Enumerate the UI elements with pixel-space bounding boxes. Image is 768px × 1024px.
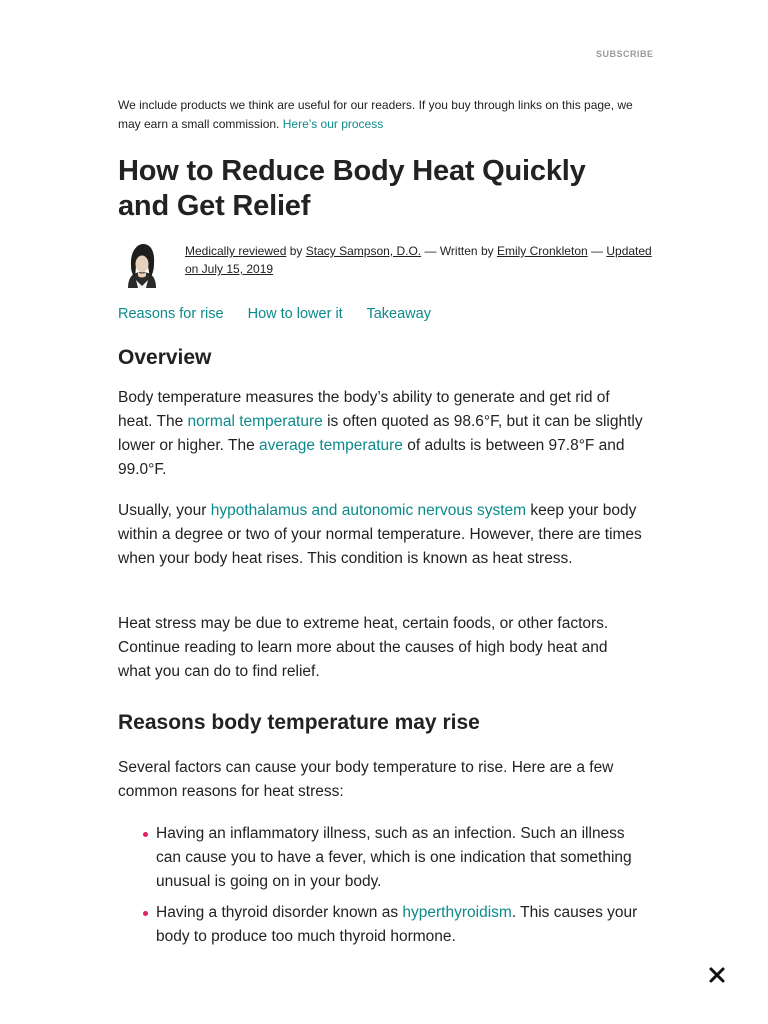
toc-how-to-lower-it[interactable]: How to lower it xyxy=(247,306,343,322)
normal-temperature-link[interactable]: normal temperature xyxy=(187,413,323,430)
overview-p1-text-2: is often quoted as 98.6°F, but it can be slightly lower or higher. The xyxy=(118,413,643,454)
byline-by: by xyxy=(289,244,303,258)
byline-written-by: — Written by xyxy=(424,244,494,258)
overview-paragraph-1 xyxy=(118,386,643,482)
overview-p2-text-2: keep your body within a degree or two of your normal temperature. However, there are times when your body heat rises. This condition is known as heat stress. xyxy=(118,502,642,567)
close-icon xyxy=(706,964,728,986)
toc-takeaway[interactable]: Takeaway xyxy=(366,306,431,322)
author-avatar xyxy=(118,240,166,288)
hypothalamus-link[interactable]: hypothalamus and autonomic nervous system xyxy=(210,502,527,519)
overview-p1-text-3: of adults is between 97.8°F and 99.0°F. xyxy=(118,437,625,478)
medically-reviewed-link[interactable]: Medically reviewed xyxy=(185,244,287,258)
byline-text xyxy=(185,242,655,278)
reasons-intro: Several factors can cause your body temperature to rise. Here are a few common reasons for heat stress: xyxy=(118,759,614,800)
overview-p1-text-1: Body temperature measures the body’s ability to generate and get rid of heat. The xyxy=(118,389,610,430)
list-item xyxy=(118,901,643,949)
table-of-contents xyxy=(118,306,451,322)
reasons-heading: Reasons body temperature may rise xyxy=(118,711,480,734)
overview-paragraph-3: Heat stress may be due to extreme heat, certain foods, or other factors. Continue reading to learn more about the causes of high body heat and what you can do to find relief. xyxy=(118,615,609,680)
list-item-text-1: Having a thyroid disorder known as xyxy=(156,904,403,921)
list-item-text-2: . This causes your body to produce too much thyroid hormone. xyxy=(156,904,638,945)
overview-p2-text-1: Usually, your xyxy=(118,502,211,519)
list-item-text: Having an inflammatory illness, such as an infection. Such an illness can cause you to have a fever, which is one indication that something unusual is going on in your body. xyxy=(156,825,632,890)
affiliate-disclaimer xyxy=(118,96,643,134)
subscribe-link[interactable]: SUBSCRIBE xyxy=(596,49,654,59)
toc-reasons-for-rise[interactable]: Reasons for rise xyxy=(118,306,224,322)
our-process-link[interactable]: Here’s our process xyxy=(282,117,384,131)
reviewer-link[interactable]: Stacy Sampson, D.O. xyxy=(305,244,422,258)
reasons-list xyxy=(118,822,643,956)
list-item xyxy=(118,822,643,894)
byline xyxy=(118,240,652,288)
disclaimer-text: We include products we think are useful for our readers. If you buy through links on this page, we may earn a small commission. xyxy=(118,98,633,131)
close-button[interactable] xyxy=(706,964,728,986)
overview-heading: Overview xyxy=(118,346,212,369)
average-temperature-link[interactable]: average temperature xyxy=(259,437,403,454)
hyperthyroidism-link[interactable]: hyperthyroidism xyxy=(402,904,512,921)
bullet-dot-icon xyxy=(143,911,148,916)
bullet-dot-icon xyxy=(143,832,148,837)
author-link[interactable]: Emily Cronkleton xyxy=(496,244,588,258)
article-title: How to Reduce Body Heat Quickly and Get Relief xyxy=(118,155,586,222)
byline-dash: — xyxy=(591,244,604,258)
updated-date-link[interactable]: Updated on July 15, 2019 xyxy=(185,244,652,276)
overview-paragraph-2 xyxy=(118,499,643,571)
